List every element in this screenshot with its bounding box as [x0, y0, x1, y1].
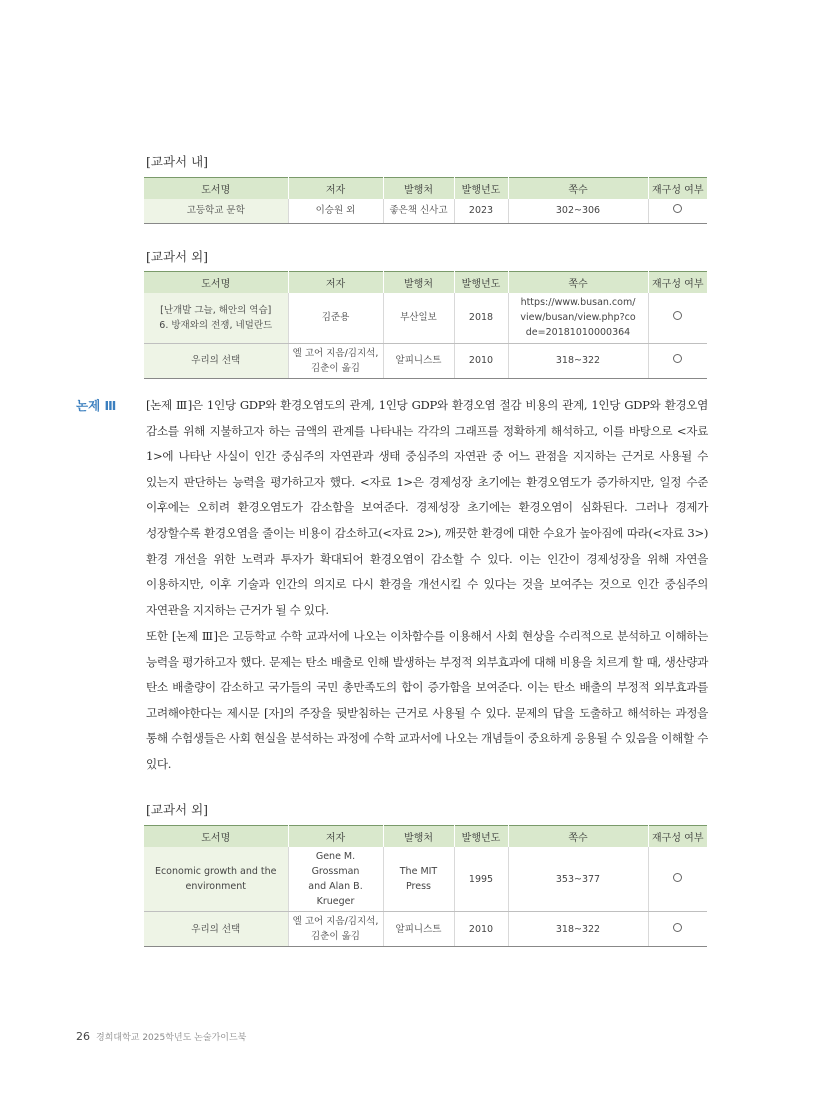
- paragraph-2: 또한 [논제 Ⅲ]은 고등학교 수학 교과서에 나오는 이차함수를 이용해서 사회 현상을 수리적으로 분석하고 이해하는 능력을 평가하고자 했다. 문제는 탄소 배출로 인해 발생하는 부정적 외부효과에 대해 비용을 치르게 할 때, 생산량과 탄소 배출량이 감소하고 국가들의 국민 총만족도의 합이 증가함을 보여준다. 이는 탄소 배출의 부정적 외부효과를 고려해야한다는 제시문 [자]의 주장을 뒷받침하는 근거로 사용될 수 있다. 문제의 답을 도출하고 해석하는 과정을 통해 수험생들은 사회 현실을 분석하는 과정에 수학 교과서에 나오는 개념들이 중요하게 응용될 수 있음을 이해할 수 있다.: [146, 629, 708, 771]
- col-header-year: 발행년도: [454, 826, 508, 848]
- table-row: [144, 343, 707, 378]
- cell-title: [144, 293, 288, 343]
- paragraph-1: [논제 Ⅲ]은 1인당 GDP와 환경오염도의 관계, 1인당 GDP와 환경오염 절감 비용의 관계, 1인당 GDP와 환경오염 감소를 위해 지불하고자 하는 금액의 관계를 나타내는 각각의 그래프를 정확하게 해석하고, 이를 바탕으로 <자료 1>에 나타난 사실이 인간 중심주의 자연관과 생태 중심주의 자연관 중 어느 관점을 지지하는 근거로 사용될 수 있는지 판단하는 능력을 평가하고자 했다. <자료 1>은 경제성장 초기에는 환경오염도가 증가하지만, 일정 수준 이후에는 오히려 환경오염도가 감소함을 보여준다. 경제성장 초기에는 환경오염이 심화된다. 그러나 경제가 성장할수록 환경오염을 줄이는 비용이 감소하고(<자료 2>), 깨끗한 환경에 대한 수요가 높아짐에 따라(<자료 3>) 환경 개선을 위한 노력과 투자가 확대되어 환경오염이 감소할 수 있다. 이는 인간이 경제성장을 위해 자연을 이용하지만, 이후 기술과 인간의 의지로 다시 환경을 개선시킬 수 있다는 것을 보여주는 것으로 인간 중심주의 자연관을 지지하는 근거가 될 수 있다.: [146, 398, 708, 617]
- cell-author: [288, 343, 383, 378]
- cell-author-line: Gene M. Grossman: [311, 851, 360, 877]
- circle-mark-icon: [673, 204, 682, 213]
- page-number: 26: [76, 1030, 90, 1043]
- col-header-year: 발행년도: [454, 272, 508, 294]
- col-header-reconstruct: 재구성 여부: [648, 272, 707, 294]
- cell-reconstruct: [648, 199, 707, 223]
- cell-author-line: 김춘이 옮김: [311, 931, 360, 942]
- cell-year: 1995: [454, 847, 508, 912]
- table3-label: [교과서 외]: [146, 802, 209, 817]
- cell-author-line: 엘 고어 지음/김지석,: [292, 347, 379, 359]
- cell-reconstruct: [648, 343, 707, 378]
- cell-author: [288, 912, 383, 947]
- circle-mark-icon: [673, 873, 682, 882]
- col-header-author: 저자: [288, 826, 383, 848]
- col-header-pages: 쪽수: [508, 272, 648, 294]
- cell-pages: 353~377: [508, 847, 648, 912]
- table1-label: [교과서 내]: [146, 154, 209, 169]
- circle-mark-icon: [673, 354, 682, 363]
- cell-year: 2023: [454, 199, 508, 223]
- col-header-pages: 쪽수: [508, 826, 648, 848]
- table3: [144, 825, 707, 947]
- footer-text: 경희대학교 2025학년도 논술가이드북: [96, 1033, 247, 1043]
- cell-pages: [508, 293, 648, 343]
- table-row: [144, 847, 707, 912]
- cell-author: 이승원 외: [288, 199, 383, 223]
- cell-pages: 302~306: [508, 199, 648, 223]
- cell-author-line: 엘 고어 지음/김지석,: [292, 916, 379, 927]
- col-header-year: 발행년도: [454, 178, 508, 200]
- table-row: [144, 293, 707, 343]
- cell-publisher: 알피니스트: [383, 912, 454, 947]
- col-header-publisher: 발행처: [383, 178, 454, 200]
- col-header-publisher: 발행처: [383, 826, 454, 848]
- col-header-title: 도서명: [144, 826, 288, 848]
- cell-pages: 318~322: [508, 912, 648, 947]
- cell-pages-line: de=20181010000364: [525, 327, 631, 339]
- cell-title-line: environment: [185, 881, 246, 892]
- table2: [144, 271, 707, 379]
- circle-mark-icon: [673, 311, 682, 320]
- cell-author: 김준용: [288, 293, 383, 343]
- cell-pages-line: view/busan/view.php?co: [520, 312, 636, 324]
- table2-label: [교과서 외]: [146, 249, 209, 264]
- cell-reconstruct: [648, 912, 707, 947]
- cell-title: [144, 847, 288, 912]
- section-label-nonje-3: 논제 Ⅲ: [76, 398, 117, 413]
- cell-publisher: 좋은책 신사고: [383, 199, 454, 223]
- col-header-title: 도서명: [144, 178, 288, 200]
- cell-title: 우리의 선택: [144, 343, 288, 378]
- cell-title: 우리의 선택: [144, 912, 288, 947]
- table-row: [144, 199, 707, 223]
- cell-publisher: 알피니스트: [383, 343, 454, 378]
- cell-pages-line: https://www.busan.com/: [520, 297, 636, 309]
- cell-title-line: Economic growth and the: [154, 866, 277, 877]
- col-header-reconstruct: 재구성 여부: [648, 178, 707, 200]
- cell-year: 2010: [454, 912, 508, 947]
- cell-reconstruct: [648, 847, 707, 912]
- col-header-reconstruct: 재구성 여부: [648, 826, 707, 848]
- cell-year: 2010: [454, 343, 508, 378]
- cell-pages: 318~322: [508, 343, 648, 378]
- col-header-publisher: 발행처: [383, 272, 454, 294]
- cell-author: [288, 847, 383, 912]
- col-header-author: 저자: [288, 178, 383, 200]
- table1: [144, 177, 707, 224]
- cell-publisher: 부산일보: [383, 293, 454, 343]
- col-header-author: 저자: [288, 272, 383, 294]
- circle-mark-icon: [673, 923, 682, 932]
- cell-title-line: 6. 방재와의 전쟁, 네덜란드: [159, 319, 273, 331]
- cell-title-line: [난개발 그늘, 해안의 역습]: [160, 304, 272, 316]
- cell-publisher-line: The MIT: [399, 866, 438, 877]
- cell-author-line: and Alan B. Krueger: [308, 881, 363, 907]
- cell-year: 2018: [454, 293, 508, 343]
- cell-author-line: 김춘이 옮김: [311, 362, 360, 374]
- col-header-pages: 쪽수: [508, 178, 648, 200]
- cell-title: 고등학교 문학: [144, 199, 288, 223]
- table-row: [144, 912, 707, 947]
- cell-reconstruct: [648, 293, 707, 343]
- cell-publisher: [383, 847, 454, 912]
- cell-publisher-line: Press: [405, 881, 431, 892]
- page-footer: [76, 1030, 246, 1043]
- col-header-title: 도서명: [144, 272, 288, 294]
